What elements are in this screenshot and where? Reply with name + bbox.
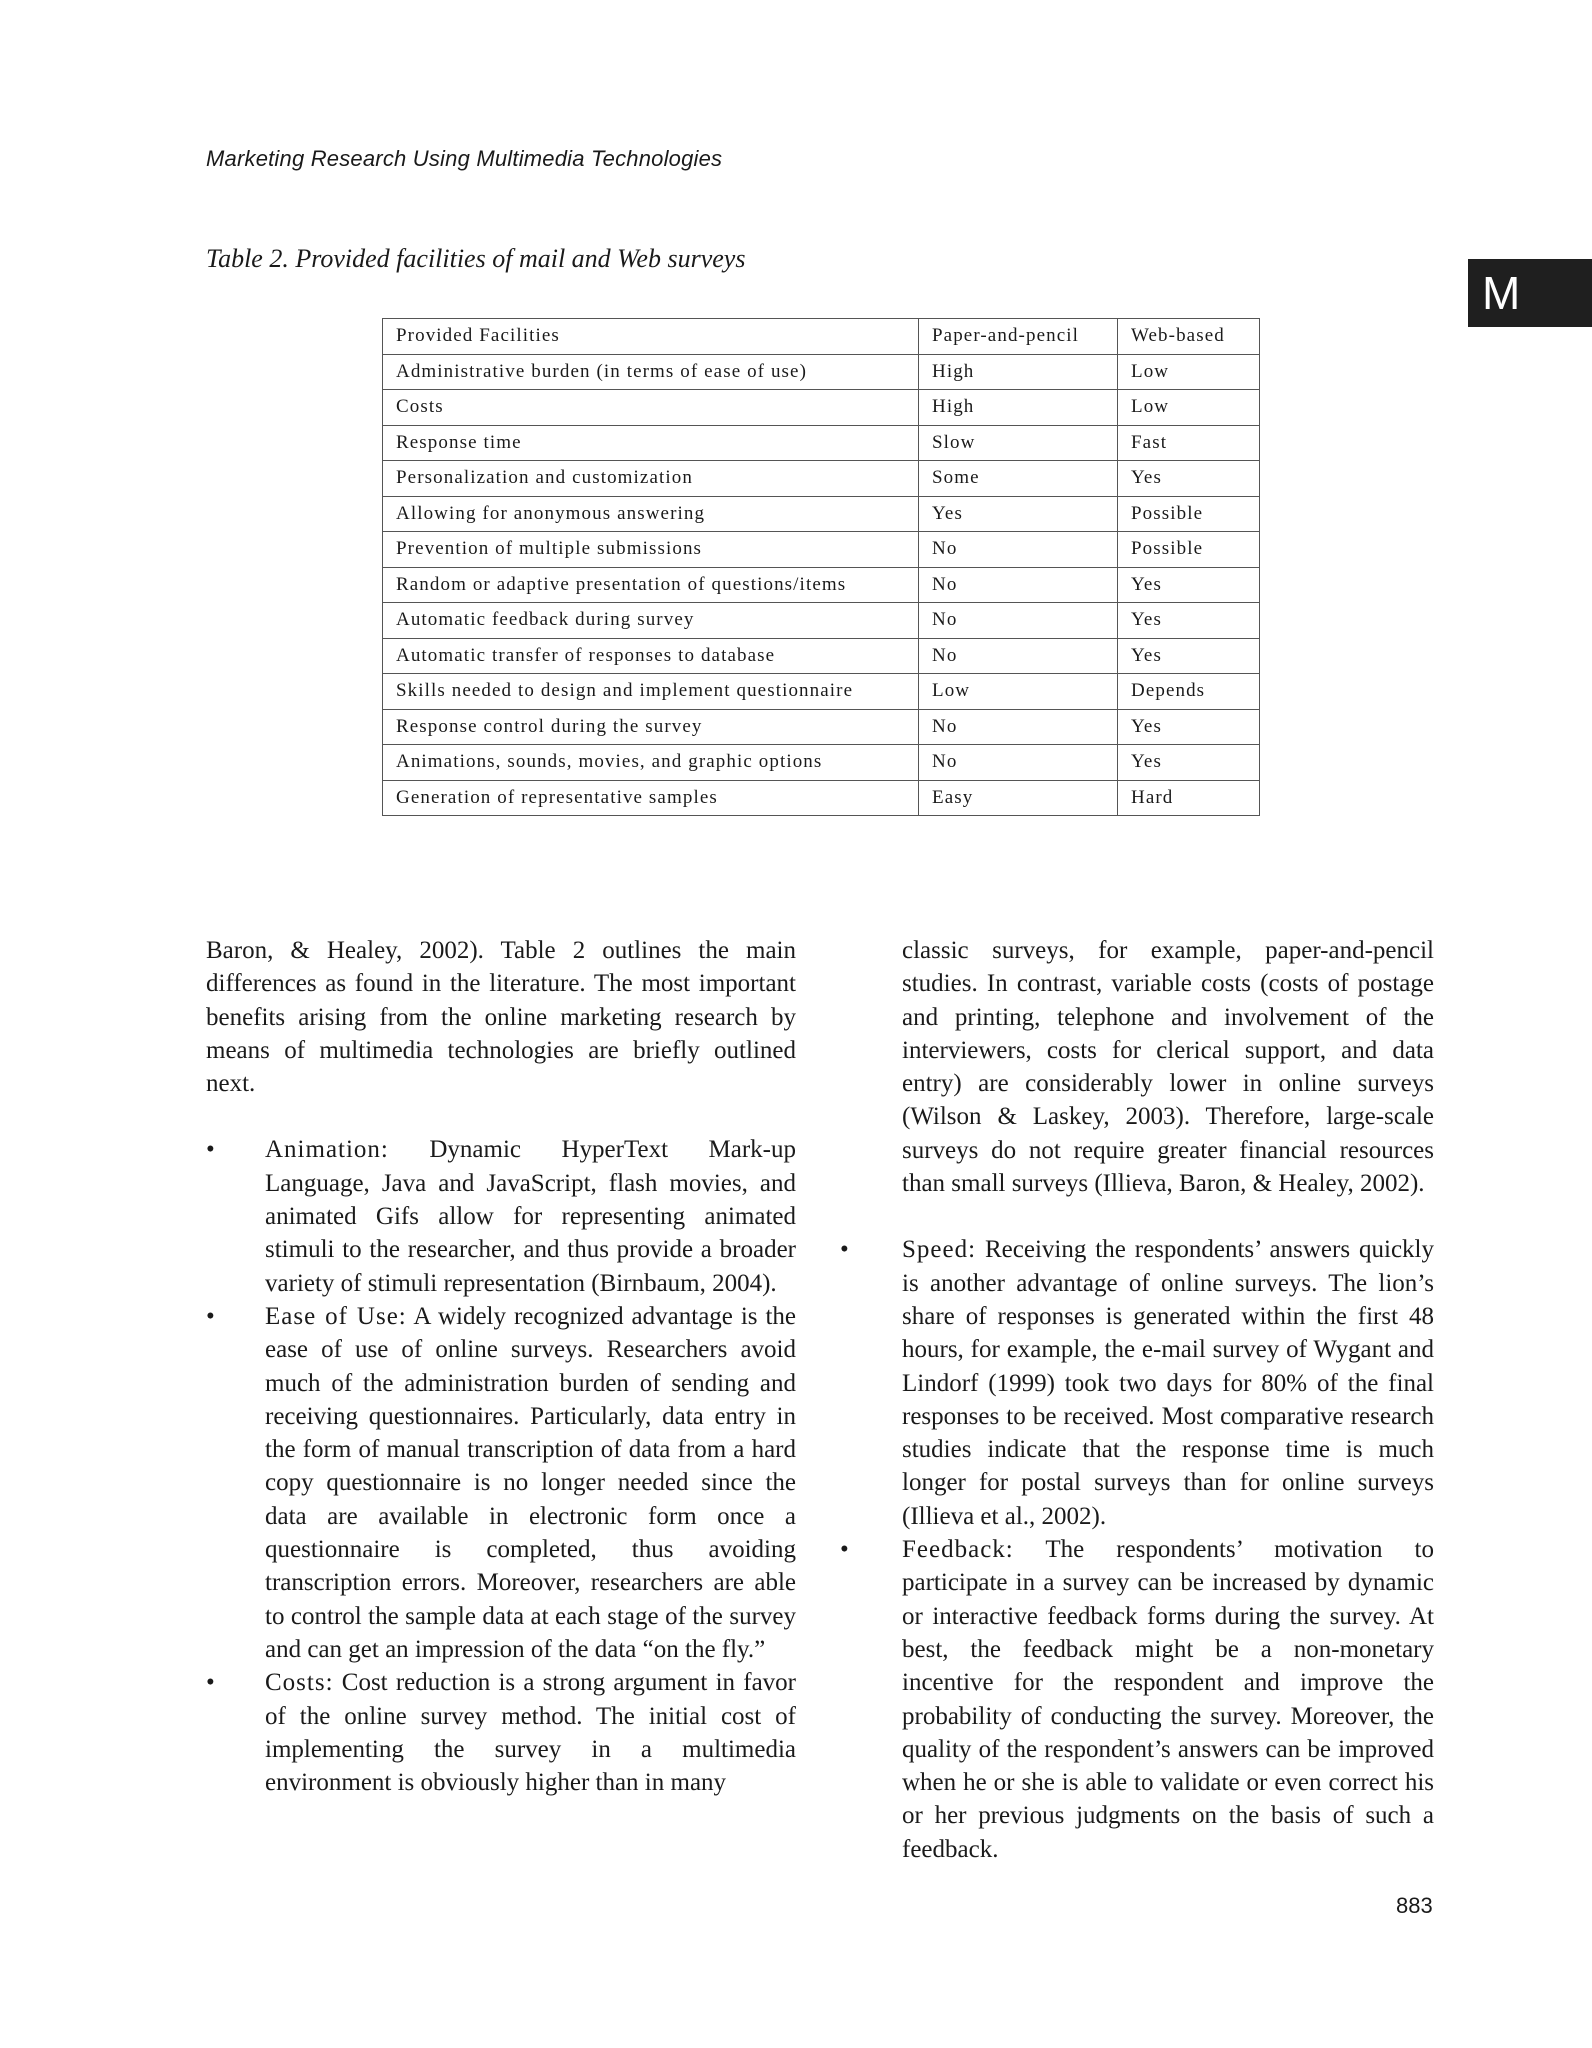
table-cell: Possible	[1118, 496, 1260, 532]
table-row	[383, 496, 1260, 532]
table-row	[383, 674, 1260, 710]
bullet-icon: •	[206, 1302, 215, 1330]
bullet-icon: •	[840, 1536, 849, 1564]
table-cell: Response control during the survey	[383, 709, 919, 745]
bullet-item-feedback	[840, 1533, 1434, 1866]
table-header-row	[383, 319, 1260, 355]
table-cell: Allowing for anonymous answering	[383, 496, 919, 532]
left-bullet-list	[206, 1133, 796, 1799]
intro-paragraph: Baron, & Healey, 2002). Table 2 outlines the main differences as found in the literature. The most important benefits arising from the online marketing research by means of multimedia technologies are briefly outlined next.	[206, 937, 796, 1098]
bullet-term: Costs:	[265, 1669, 334, 1697]
table-cell: High	[919, 390, 1118, 426]
bullet-text: Dynamic HyperText Mark-up Language, Java and JavaScript, flash movies, and animated Gifs allow for representing animated stimuli to the researcher, and thus provide a broader variety of stimuli representation (Birnbaum, 2004).	[265, 1136, 796, 1297]
table-cell: Animations, sounds, movies, and graphic options	[383, 745, 919, 781]
table-cell: Low	[919, 674, 1118, 710]
bullet-icon: •	[840, 1236, 849, 1264]
table-cell: High	[919, 354, 1118, 390]
table-caption: Table 2. Provided facilities of mail and Web surveys	[206, 244, 746, 273]
table-row	[383, 390, 1260, 426]
table-cell: Yes	[1118, 567, 1260, 603]
table-row	[383, 709, 1260, 745]
table-cell: No	[919, 745, 1118, 781]
table-row	[383, 638, 1260, 674]
section-letter-tab: M	[1468, 259, 1592, 327]
table-row	[383, 532, 1260, 568]
bullet-icon: •	[206, 1136, 215, 1164]
table-cell: Depends	[1118, 674, 1260, 710]
table-cell: Generation of representative samples	[383, 780, 919, 816]
table-cell: No	[919, 638, 1118, 674]
table-row	[383, 745, 1260, 781]
left-column	[206, 934, 796, 1799]
table-cell: Automatic feedback during survey	[383, 603, 919, 639]
table-cell: Slow	[919, 425, 1118, 461]
page-number: 883	[1396, 1893, 1433, 1918]
right-bullet-list	[840, 1233, 1435, 1866]
table-cell: Prevention of multiple submissions	[383, 532, 919, 568]
bullet-term: Speed:	[902, 1236, 977, 1264]
bullet-text: Cost reduction is a strong argument in favor of the online survey method. The initial cost of implementing the survey in a multimedia environment is obviously higher than in many	[265, 1669, 797, 1797]
table-cell: Administrative burden (in terms of ease of use)	[383, 354, 919, 390]
table-cell: Yes	[1118, 461, 1260, 497]
table-cell: Personalization and customization	[383, 461, 919, 497]
table-cell: Low	[1118, 390, 1260, 426]
table-cell: No	[919, 567, 1118, 603]
table-cell: Response time	[383, 425, 919, 461]
table-cell: Yes	[1118, 603, 1260, 639]
table-cell: Random or adaptive presentation of questions/items	[383, 567, 919, 603]
table-cell: Low	[1118, 354, 1260, 390]
column-header: Paper-and-pencil	[919, 319, 1118, 355]
table-cell: No	[919, 603, 1118, 639]
bullet-item-ease-of-use	[206, 1300, 796, 1666]
table-row	[383, 567, 1260, 603]
column-header: Provided Facilities	[383, 319, 919, 355]
table-cell: Yes	[919, 496, 1118, 532]
table-row	[383, 603, 1260, 639]
table-cell: Possible	[1118, 532, 1260, 568]
bullet-text: Receiving the respondents’ answers quickly is another advantage of online surveys. The lion’s share of responses is generated within the first 48 hours, for example, the e-mail survey of Wygant and Lindorf (1999) took two days for 80% of the final responses to be received. Most comparative research studies indicate that the response time is much longer for postal surveys than for online surveys (Illieva et al., 2002).	[902, 1236, 1435, 1530]
table-cell: Skills needed to design and implement questionnaire	[383, 674, 919, 710]
bullet-icon: •	[206, 1669, 215, 1697]
bullet-item-speed	[840, 1233, 1434, 1533]
bullet-text: The respondents’ motivation to participate in a survey can be increased by dynamic or interactive feedback forms during the survey. At best, the feedback might be a non-monetary incentive for the respondent and improve the probability of conducting the survey. Moreover, the quality of the respondent’s answers can be improved when he or she is able to validate or even correct his or her previous judgments on the basis of such a feedback.	[902, 1536, 1434, 1863]
column-header: Web-based	[1118, 319, 1260, 355]
table-row	[383, 425, 1260, 461]
table-cell: Yes	[1118, 745, 1260, 781]
bullet-item-animation	[206, 1133, 796, 1299]
table-cell: Automatic transfer of responses to database	[383, 638, 919, 674]
table-cell: Costs	[383, 390, 919, 426]
table-cell: Hard	[1118, 780, 1260, 816]
bullet-term: Feedback:	[902, 1536, 1014, 1564]
table-cell: No	[919, 709, 1118, 745]
table-cell: Yes	[1118, 638, 1260, 674]
table-row	[383, 354, 1260, 390]
bullet-item-costs	[206, 1666, 796, 1799]
right-column	[840, 934, 1435, 1866]
table-cell: Fast	[1118, 425, 1260, 461]
bullet-term: Ease of Use:	[265, 1302, 407, 1330]
continuation-paragraph: classic surveys, for example, paper-and-pencil studies. In contrast, variable costs (costs of postage and printing, telephone and involvement of the interviewers, costs for clerical support, and data entry) are considerably lower in online surveys (Wilson & Laskey, 2003). Therefore, large-scale surveys do not require greater financial resources than small surveys (Illieva, Baron, & Healey, 2002).	[902, 937, 1434, 1198]
bullet-text: A widely recognized advantage is the ease of use of online surveys. Researchers avoid much of the administration burden of sending and receiving questionnaires. Particularly, data entry in the form of manual transcription of data from a hard copy questionnaire is no longer needed since the data are available in electronic form once a questionnaire is completed, thus avoiding transcription errors. Moreover, researchers are able to control the sample data at each stage of the survey and can get an impression of the data “on the fly.”	[265, 1302, 797, 1663]
table-cell: Easy	[919, 780, 1118, 816]
table-cell: No	[919, 532, 1118, 568]
table-row	[383, 780, 1260, 816]
facilities-table	[382, 318, 1260, 816]
bullet-term: Animation:	[265, 1136, 389, 1164]
table-row	[383, 461, 1260, 497]
table-cell: Yes	[1118, 709, 1260, 745]
table-cell: Some	[919, 461, 1118, 497]
running-header: Marketing Research Using Multimedia Technologies	[206, 146, 723, 171]
